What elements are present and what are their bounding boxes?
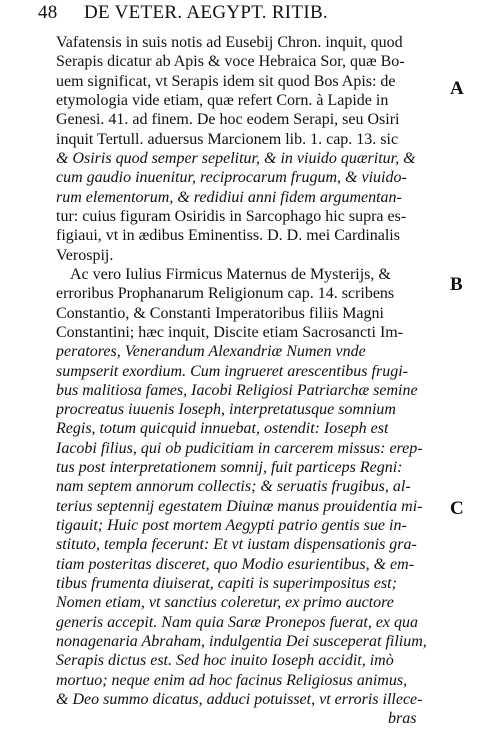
text-line: & Deo summo dicatus, adduci potuisset, vt erroris illece-: [56, 691, 423, 708]
text-line: procreatus iuuenis Ioseph, interpretatusque somnium: [56, 401, 396, 418]
text-line: tiam posteritas disceret, quo Modio esurientibus, & em-: [56, 556, 415, 573]
text-line: etymologia vide etiam, quæ refert Corn. à Lapide in: [56, 92, 389, 109]
page-header: [38, 2, 458, 32]
text-line: nam septem annorum collectis; & seruatis frugibus, al-: [56, 478, 411, 495]
text-line: uem significat, vt Serapis idem sit quod Bos Apis: de: [56, 73, 396, 90]
text-line: tigauit; Huic post mortem Aegypti patrio gentis sue in-: [56, 517, 407, 534]
text-line: Genesi. 41. ad finem. De hoc eodem Serapi, seu Osiri: [56, 111, 400, 128]
text-line: rum elementorum, & redidiui anni fidem argumentan-: [56, 189, 402, 206]
text-line: tus post interpretationem somnij, fuit particeps Regni:: [56, 459, 403, 476]
margin-note-b: B: [450, 274, 463, 295]
text-line: generis accepit. Nam quia Saræ Pronepos fuerat, ex qua: [56, 614, 419, 631]
text-line: stituto, templa fecerunt: Et vt iustam dispensationis gra-: [56, 536, 417, 553]
text-line: Constantini; hæc inquit, Discite etiam Sacrosancti Im-: [56, 324, 404, 341]
text-line: Iacobi filius, qui ob pudicitiam in carcerem missus: erep-: [56, 440, 423, 457]
running-title: DE VETER. AEGYPT. RITIB.: [84, 2, 328, 23]
text-line: Constantio, & Constanti Imperatoribus filiis Magni: [56, 305, 384, 322]
text-line: Regis, totum quicquid innuebat, ostendit: Ioseph est: [56, 420, 389, 437]
text-line: tur: cuius figuram Osiridis in Sarcophago hic supra es-: [56, 208, 407, 225]
text-line: sumpserit exordium. Cum ingrueret arescentibus frugi-: [56, 363, 408, 380]
text-line: nonagenaria Abraham, indulgentia Dei susceperat filium,: [56, 633, 427, 650]
text-line: Serapis dicatur ab Apis & voce Hebraica Sor, quæ Bo-: [56, 53, 405, 70]
text-line: erroribus Prophanarum Religionum cap. 14. scribens: [56, 285, 395, 302]
text-line: & Osiris quod semper sepelitur, & in viuido quæritur, &: [56, 150, 416, 167]
margin-note-a: A: [450, 78, 464, 99]
text-line: mortuo; neque enim ad hoc facinus Religiosus animus,: [56, 672, 408, 689]
text-line: peratores, Venerandum Alexandriæ Numen vnde: [56, 343, 366, 360]
text-line: Ac vero Iulius Firmicus Maternus de Mysterijs, &: [70, 266, 391, 283]
text-line: Vafatensis in suis notis ad Eusebij Chron. inquit, quod: [56, 34, 403, 51]
text-line: tibus frumenta diuiserat, capiti is superimpositus est;: [56, 575, 397, 592]
text-line: inquit Tertull. aduersus Marcionem lib. 1. cap. 13. sic: [56, 131, 399, 148]
text-line: bus malitiosa fames, Iacobi Religiosi Patriarchæ semine: [56, 382, 418, 399]
text-line: cum gaudio inuenitur, reciprocarum frugum, & viuido-: [56, 169, 407, 186]
margin-note-c: C: [450, 498, 464, 519]
text-line: terius septennij egestatem Diuinæ manus prouidentia mi-: [56, 498, 423, 515]
text-line: Serapis dictus est. Sed hoc inuito Ioseph accidit, imò: [56, 652, 394, 669]
page-number: 48: [38, 2, 58, 23]
text-line: Nomen etiam, vt sanctius coleretur, ex primo auctore: [56, 594, 394, 611]
text-line: figiaui, vt in ædibus Eminentiss. D. D. mei Cardinalis: [56, 227, 400, 244]
text-line: Verospij.: [56, 247, 114, 264]
catchword: bras: [388, 710, 417, 727]
